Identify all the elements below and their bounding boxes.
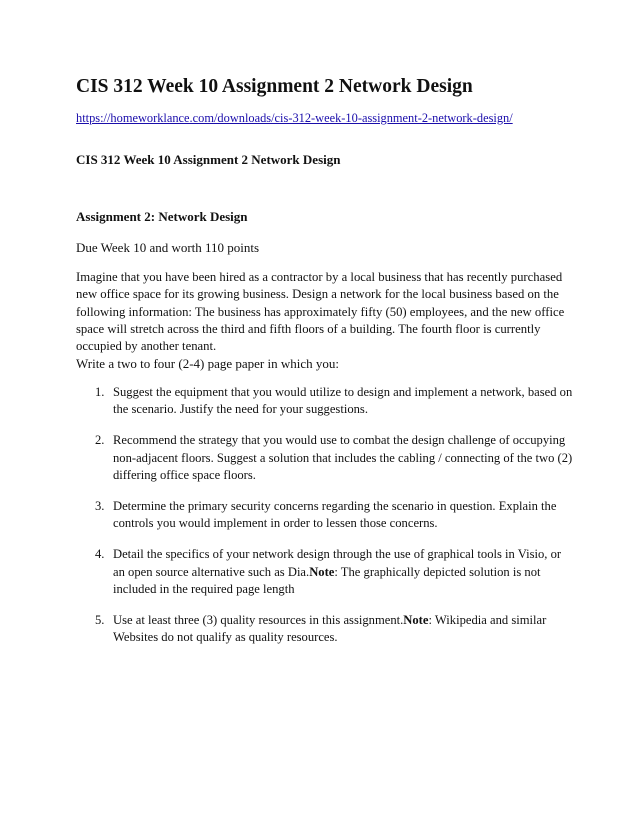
task-list: [76, 384, 576, 660]
list-item-text: [113, 613, 546, 644]
list-item-number: 4.: [95, 547, 105, 562]
list-item-text: Suggest the equipment that you would utilize to design and implement a network, based on the scenario. Justify the need for your suggestions.: [113, 385, 573, 417]
list-item: [76, 498, 576, 532]
note-label: Note: [309, 564, 335, 579]
assignment-heading: Assignment 2: Network Design: [76, 209, 248, 224]
paper-instructions: Write a two to four (2-4) page paper in which you:: [76, 356, 340, 371]
download-link[interactable]: https://homeworklance.com/downloads/cis-312-week-10-assignment-2-network-design/: [76, 111, 513, 125]
list-item: [76, 432, 576, 484]
list-item-text: Determine the primary security concerns regarding the scenario in question. Explain the controls you would implement in order to lessen those concerns.: [113, 499, 557, 531]
list-item-number: 3.: [95, 499, 105, 514]
list-item: [76, 384, 576, 418]
list-item-number: 1.: [95, 385, 105, 399]
scenario-paragraph: Imagine that you have been hired as a contractor by a local business that has recently purchased new office space for its growing business. Design a network for the local business based on the following information: The business has approximately fifty (50) employees, and the new office space will stretch across the third and fifth floors of a building. The fourth floor is currently occupied by another tenant.: [76, 270, 565, 354]
list-item-text-part: Use at least three (3) quality resources in this assignment.: [113, 613, 404, 628]
list-item-text-part: : The graphically depicted solution is not included in the required page length: [113, 564, 541, 596]
page-title: CIS 312 Week 10 Assignment 2 Network Design: [76, 76, 473, 97]
list-item: [76, 546, 576, 598]
list-item-text-part: : Wikipedia and similar Websites do not qualify as quality resources.: [113, 613, 547, 645]
list-item: [76, 612, 576, 646]
list-item-text-part: Detail the specifics of your network design through the use of graphical tools in Visio, or an open source alternative such as Dia.: [113, 547, 562, 579]
due-info: Due Week 10 and worth 110 points: [76, 240, 260, 255]
list-item-text: [113, 547, 561, 595]
list-item-text: Recommend the strategy that you would use to combat the design challenge of occupying non-adjacent floors. Suggest a solution that includes the cabling / connecting of the two (2) differing office space floors.: [113, 433, 573, 482]
list-item-number: 5.: [95, 613, 105, 628]
document-subtitle: CIS 312 Week 10 Assignment 2 Network Design: [76, 152, 341, 167]
list-item-number: 2.: [95, 433, 105, 448]
note-label: Note: [403, 613, 429, 628]
